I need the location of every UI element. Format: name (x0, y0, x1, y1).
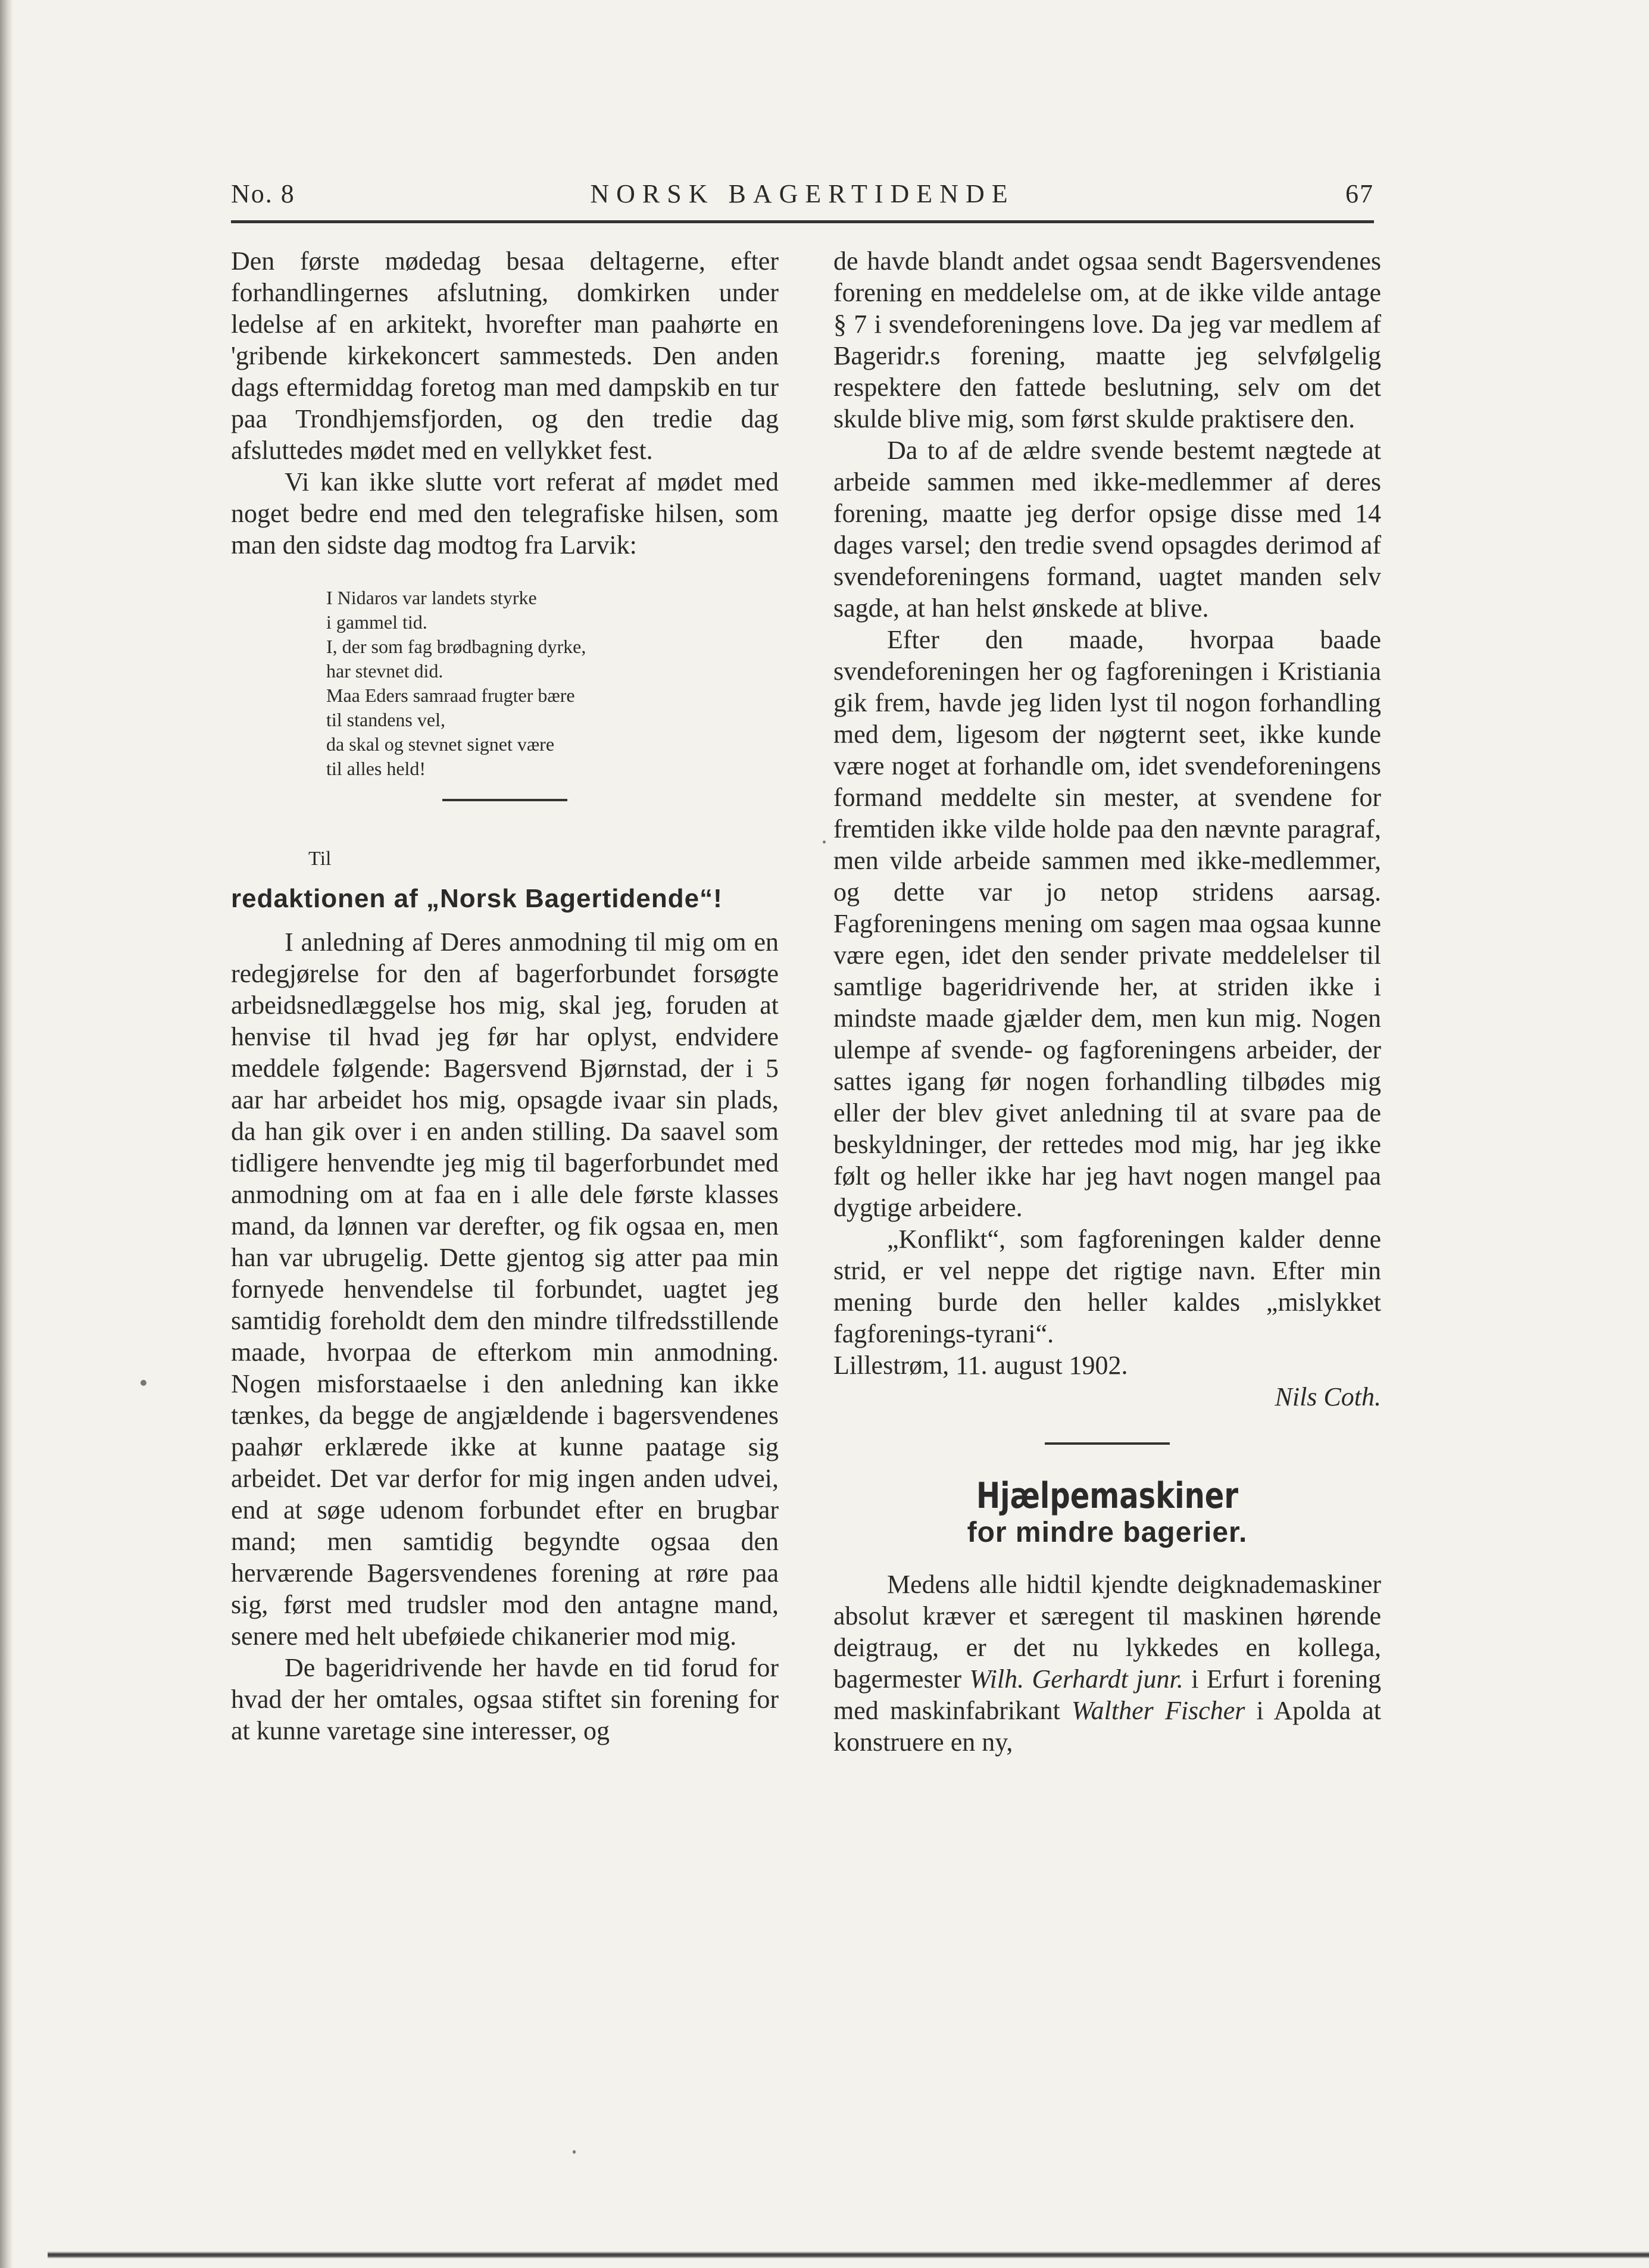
poem-line: I Nidaros var landets styrke (326, 587, 537, 608)
left-column (231, 245, 779, 1747)
page-bottom-edge (48, 2251, 1649, 2258)
section-title: Hjælpemaskiner (976, 1475, 1239, 1517)
telegram-poem (326, 586, 779, 781)
paragraph: I anledning af Deres anmodning til mig om en redegjørelse for den af bagerforbundet forsøgte arbeidsnedlæggelse hos mig, skal jeg, foruden at henvise til hvad jeg før har oplyst, endvidere meddele følgende: Bagersvend Bjørnstad, der i 5 aar har arbeidet hos mig, opsagde ivaar sin plads, da han gik over i en anden stilling. Da saavel som tidligere henvendte jeg mig til bagerforbundet med anmodning om at faa en i alle dele første klasses mand, da lønnen var derefter, og fik ogsaa en, men han var ubrugelig. Dette gjentog sig atter paa min fornyede henvendelse til forbundet, uagtet jeg samtidig foreholdt dem den mindre tilfredsstillende maade, hvorpaa de efterkom min anmodning. Nogen misforstaaelse i den anledning kan ikke tænkes, da begge de angjældende i bagersvendenes paahør erklærede ikke at kunne paatage sig arbeidet. Det var derfor for mig ingen anden udvei, end at søge udenom forbundet efter en brugbar mand; men samtidig begyndte ogsaa den herværende Bagersvendenes forening at røre paa sig, først med trudsler mod den antagne mand, senere med helt ubeføiede chikanerier mod mig. (231, 927, 779, 1651)
person-name: Wilh. Gerhardt junr. (969, 1664, 1183, 1694)
text-run: i Apolda at konstruere en ny, (833, 1696, 1381, 1757)
poem-line: har stevnet did. (326, 660, 444, 682)
journal-title: NORSK BAGERTIDENDE (590, 179, 1015, 208)
poem-line: til standens vel, (326, 709, 445, 730)
letter-heading: redaktionen af „Norsk Bagertidende“! (231, 884, 723, 913)
section-divider (1045, 1442, 1170, 1445)
text-run: Medens alle hidtil kjendte deigknademaskiner absolut kræver et særegent til maskinen hørende deigtraug, er det nu lykkedes en kollega, bagermester (833, 1570, 1381, 1694)
paragraph: de havde blandt andet ogsaa sendt Bagersvendenes forening en meddelelse om, at de ikke vilde antage § 7 i svendeforeningens love. Da jeg var medlem af Bageridr.s forening, maatte jeg selvfølgelig respektere den fattede beslutning, selv om det skulde blive mig, som først skulde praktisere den. (833, 246, 1381, 433)
paragraph: Vi kan ikke slutte vort referat af mødet med noget bedre end med den telegrafiske hilsen, som man den sidste dag modtog fra Larvik: (231, 467, 779, 560)
section-divider (442, 799, 567, 801)
paragraph: Da to af de ældre svende bestemt nægtede at arbeide sammen med ikke-medlemmer af deres forening, maatte jeg derfor opsige disse med 14 dages varsel; den tredie svend opsagdes derimod af svendeforeningens formand, uagtet manden selv sagde, at han helst ønskede at blive. (833, 436, 1381, 623)
signature: Nils Coth. (1275, 1382, 1381, 1411)
print-speck (140, 1380, 146, 1386)
text-run: i Erfurt i forening med maskinfabrikant (833, 1664, 1381, 1725)
page-number: 67 (1345, 179, 1374, 208)
print-speck (823, 841, 826, 844)
poem-line: Maa Eders samraad frugter bære (326, 685, 575, 706)
place-date: Lillestrøm, 11. august 1902. (833, 1351, 1128, 1380)
letter-salutation-prefix: Til (308, 848, 332, 870)
paragraph: De bageridrivende her havde en tid forud for hvad der her omtales, ogsaa stiftet sin forening for at kunne varetage sine interesser, og (231, 1653, 779, 1745)
section-subtitle: for mindre bagerier. (967, 1517, 1248, 1548)
person-name: Walther Fischer (1072, 1696, 1245, 1725)
header-rule (231, 220, 1374, 223)
poem-line: I, der som fag brødbagning dyrke, (326, 636, 586, 657)
paragraph: Efter den maade, hvorpaa baade svendeforeningen her og fagforeningen i Kristiania gik frem, havde jeg liden lyst til nogon forhandling med dem, ligesom der nøgternt seet, ikke kunde være noget at forhandle om, idet svendeforeningens formand meddelte sin mester, at svendene for fremtiden ikke vilde holde paa den nævnte paragraf, men vilde arbeide sammen med ikke-medlemmer, og dette var jo netop stridens aarsag. Fagforeningens mening om sagen maa ogsaa kunne være egen, idet den sender private meddelelser til samtlige bageridrivende her, at striden ikke i mindste maade gjælder dem, men kun mig. Nogen ulempe af svende- og fagforeningens arbeider, der sattes igang før nogen forhandling tilbødes mig eller der blev givet anledning til at svare paa de beskyldninger, der rettedes mod mig, har jeg ikke følt og heller ikke har jeg havt nogen mangel paa dygtige arbeidere. (833, 625, 1381, 1222)
poem-line: til alles held! (326, 758, 426, 779)
page-binding-shadow (0, 0, 13, 2268)
paragraph (833, 1569, 1381, 1758)
paragraph: Den første mødedag besaa deltagerne, efter forhandlingernes afslutning, domkirken under ledelse af en arkitekt, hvorefter man paahørte en 'gribende kirkekoncert sammesteds. Den anden dags eftermiddag foretog man med dampskib en tur paa Trondhjemsfjorden, og den tredie dag afsluttedes mødet med en vellykket fest. (231, 246, 779, 465)
poem-line: da skal og stevnet signet være (326, 733, 555, 755)
print-speck (573, 2150, 576, 2154)
poem-line: i gammel tid. (326, 611, 427, 633)
running-header (231, 179, 1374, 214)
right-column (833, 245, 1381, 1758)
paragraph: „Konflikt“, som fagforeningen kalder denne strid, er vel neppe det rigtige navn. Efter min mening burde den heller kaldes „mislykket fagforenings-tyrani“. (833, 1224, 1381, 1348)
issue-number: No. 8 (231, 179, 295, 208)
